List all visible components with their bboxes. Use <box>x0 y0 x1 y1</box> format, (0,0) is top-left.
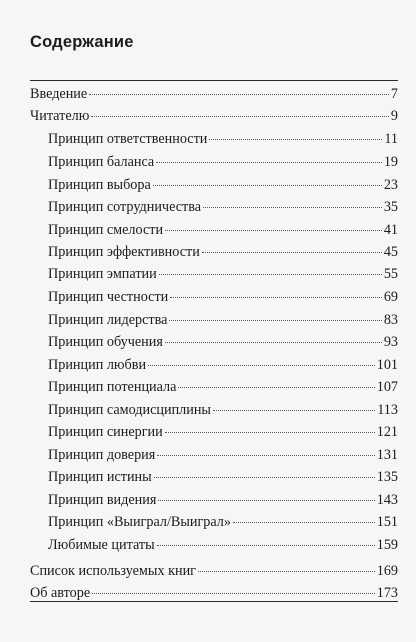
toc-entry <box>48 198 398 216</box>
toc-entry <box>48 265 398 283</box>
dot-leader <box>156 162 382 163</box>
toc-entry-title: Принцип эмпатии <box>48 266 157 282</box>
toc-entry-page-number: 113 <box>377 402 398 418</box>
toc-entry <box>48 401 398 419</box>
toc-entry-page-number: 135 <box>376 469 398 485</box>
toc-entry-page-number: 45 <box>383 244 398 260</box>
toc-entry <box>48 130 398 148</box>
top-rule <box>30 80 398 81</box>
toc-entry <box>48 243 398 261</box>
toc-entry <box>48 333 398 351</box>
bottom-rule <box>30 601 398 602</box>
dot-leader <box>198 571 375 572</box>
toc-entry-title: Принцип любви <box>48 357 147 373</box>
toc-entry-page-number: 23 <box>383 177 398 193</box>
page-title: Содержание <box>30 33 134 51</box>
toc-entry-title: Принцип лидерства <box>48 312 168 328</box>
toc-entry-page-number: 41 <box>383 222 398 238</box>
toc-entry-title: Принцип доверия <box>48 447 156 463</box>
dot-leader <box>213 410 375 411</box>
toc-entry-page-number: 9 <box>390 108 398 124</box>
toc-entry <box>48 423 398 441</box>
toc-entry-title: Принцип честности <box>48 289 169 305</box>
dot-leader <box>89 94 389 95</box>
toc-entry-page-number: 19 <box>383 154 398 170</box>
toc-entry-title: Любимые цитаты <box>48 537 155 553</box>
toc-entry-page-number: 169 <box>376 563 398 579</box>
toc-entry <box>48 468 398 486</box>
dot-leader <box>154 477 375 478</box>
dot-leader <box>153 185 382 186</box>
toc-entry-page-number: 83 <box>383 312 398 328</box>
toc-entry-title: Принцип сотрудничества <box>48 199 202 215</box>
toc-entry-page-number: 11 <box>384 131 398 147</box>
toc-entry-page-number: 159 <box>376 537 398 553</box>
toc-entry-page-number: 55 <box>383 266 398 282</box>
toc-entry-page-number: 107 <box>376 379 398 395</box>
dot-leader <box>169 320 381 321</box>
toc-entry-page-number: 69 <box>383 289 398 305</box>
toc-entry-page-number: 173 <box>376 585 398 601</box>
dot-leader <box>203 207 382 208</box>
toc-entry-page-number: 101 <box>376 357 398 373</box>
toc-entry-title: Принцип баланса <box>48 154 155 170</box>
toc-entry-title: Принцип видения <box>48 492 157 508</box>
toc-entry-page-number: 151 <box>376 514 398 530</box>
toc-entry-title: Принцип синергии <box>48 424 163 440</box>
toc-entry-title: Принцип выбора <box>48 177 151 193</box>
toc-entry-page-number: 35 <box>383 199 398 215</box>
dot-leader <box>178 387 374 388</box>
dot-leader <box>148 365 375 366</box>
toc-entry-page-number: 93 <box>383 334 398 350</box>
toc-entry-page-number: 131 <box>376 447 398 463</box>
dot-leader <box>157 545 375 546</box>
dot-leader <box>209 139 382 140</box>
toc-entry-title: Читателю <box>30 108 90 124</box>
toc-entry-title: Принцип потенциала <box>48 379 177 395</box>
toc-entry <box>48 176 398 194</box>
toc-entry-title: Введение <box>30 86 88 102</box>
toc-entry-title: Об авторе <box>30 585 91 601</box>
toc-entry <box>30 562 398 580</box>
toc-entry <box>48 536 398 554</box>
toc-entry <box>48 513 398 531</box>
toc-entry-title: Список используемых книг <box>30 563 196 579</box>
dot-leader <box>165 432 375 433</box>
toc-entry <box>30 107 398 125</box>
toc-entry-page-number: 143 <box>376 492 398 508</box>
dot-leader <box>159 274 382 275</box>
toc-entry-page-number: 7 <box>390 86 398 102</box>
toc-entry-title: Принцип обучения <box>48 334 163 350</box>
toc-entry <box>48 221 398 239</box>
dot-leader <box>91 116 389 117</box>
dot-leader <box>165 342 382 343</box>
toc-entry-page-number: 121 <box>376 424 398 440</box>
toc-entry-title: Принцип самодисциплины <box>48 402 211 418</box>
toc-entry <box>48 491 398 509</box>
dot-leader <box>233 522 375 523</box>
dot-leader <box>202 252 382 253</box>
toc-entry <box>48 311 398 329</box>
toc-entry <box>48 446 398 464</box>
toc-entry <box>48 378 398 396</box>
toc-entry <box>48 153 398 171</box>
toc-entry-title: Принцип смелости <box>48 222 164 238</box>
toc-entry-title: Принцип «Выиграл/Выиграл» <box>48 514 231 530</box>
dot-leader <box>170 297 382 298</box>
toc-entry <box>30 584 398 602</box>
toc-entry-title: Принцип истины <box>48 469 152 485</box>
dot-leader <box>158 500 374 501</box>
toc-entry <box>30 85 398 103</box>
toc-entry <box>48 356 398 374</box>
toc-entry <box>48 288 398 306</box>
dot-leader <box>92 593 375 594</box>
dot-leader <box>157 455 374 456</box>
toc-entry-title: Принцип эффективности <box>48 244 200 260</box>
toc-entry-title: Принцип ответственности <box>48 131 208 147</box>
dot-leader <box>165 230 382 231</box>
